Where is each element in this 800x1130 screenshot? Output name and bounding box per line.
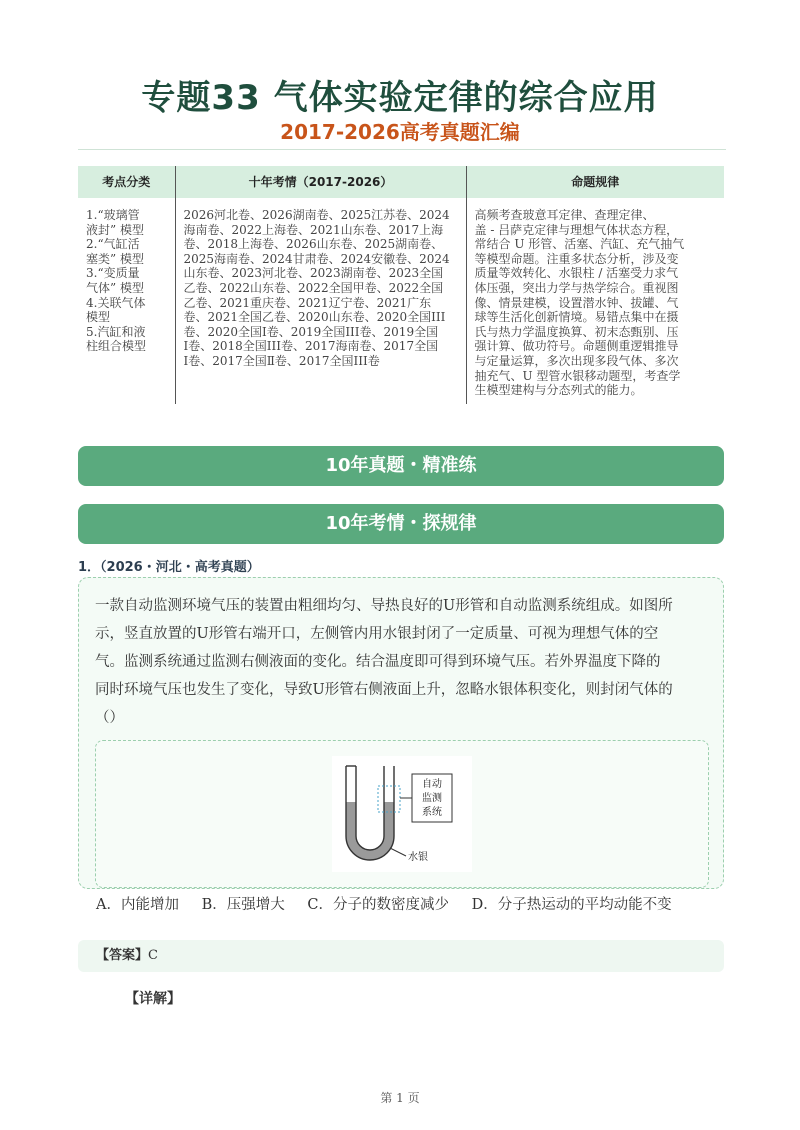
pattern-line: 等模型命题。注重多状态分析，涉及变 [474,251,679,266]
category-line: 模型 [86,310,111,325]
pattern-line: 常结合 U 形管、活塞、汽缸、充气抽气 [474,237,685,252]
pattern-cell [466,198,724,404]
category-line: 液封” 模型 [86,222,144,237]
monitor-label-line: 系统 [422,807,442,818]
page-title: 专题33 气体实验定律的综合应用 [141,78,659,118]
answer-options [96,893,690,914]
category-line: 塞类” 模型 [86,251,144,266]
option-b: B．压强增大 [201,897,285,913]
table-row [78,198,724,404]
table-header-category: 考点分类 [78,166,175,198]
pattern-line: 体压强，突出力学与热学综合。重视图 [474,280,679,295]
mercury-label: 水银 [408,852,428,863]
figure-container [95,740,709,888]
history-line: 卷、2018上海卷、2026山东卷、2025湖南卷、 [183,237,444,252]
history-line: 2025海南卷、2024甘肃卷、2024安徽卷、2024 [183,251,450,266]
monitor-label-line: 监测 [422,793,442,804]
question-line: 气。监测系统通过监测右侧液面的变化。结合温度即可得到环境气压。若外界温度下降的 [95,654,661,670]
category-line: 4.关联气体 [86,295,146,310]
history-cell [175,198,466,404]
question-stem [95,592,707,732]
page-subtitle: 2017-2026高考真题汇编 [280,120,520,144]
answer-value: C [148,948,158,963]
history-line: 乙卷、2022山东卷、2022全国甲卷、2022全国 [183,280,444,295]
u-tube-figure [332,756,472,872]
history-line: 卷、2021全国乙卷、2020山东卷、2020全国III [183,310,446,325]
category-line: 柱组合模型 [86,339,147,354]
page-number: 第 1 页 [380,1091,420,1105]
pattern-line: 强计算、做功符号。命题侧重逻辑推导 [474,339,679,354]
monitor-label-line: 自动 [422,779,442,790]
category-line: 5.汽缸和液 [86,324,146,339]
question-header: 1．（2026・河北・高考真题） [78,560,260,575]
option-a: A．内能增加 [96,897,179,913]
answer-label: 【答案】 [96,948,149,963]
table-header-pattern: 命题规律 [466,166,724,198]
history-line: 乙卷、2021重庆卷、2021辽宁卷、2021广东 [183,295,432,310]
u-tube-inner-wall [356,766,384,850]
question-line: （） [95,710,124,726]
mercury-pointer [390,848,406,856]
history-line: Ⅰ卷、2017全国Ⅱ卷、2017全国III卷 [183,353,380,368]
pattern-line: 抽充气、U 型管水银移动题型，考查学 [474,368,681,383]
question-line: 同时环境气压也发生了变化，导致U形管右侧液面上升，忽略水银体积变化，则封闭气体的 [95,682,673,698]
pattern-line: 氏与热力学温度换算、初末态甄别、压 [474,324,679,339]
history-line: 山东卷、2023河北卷、2023湖南卷、2023全国 [183,266,444,281]
category-line: 3.“变质量 [86,266,140,281]
pattern-line: 高频考查玻意耳定律、查理定律、 [474,208,655,222]
category-line: 气体” 模型 [86,280,144,295]
pattern-line: 与定量运算，多次出现多段气体、多次 [474,353,679,368]
pattern-line: 盖 - 吕萨克定律与理想气体状态方程， [474,222,679,237]
option-c: C．分子的数密度减少 [307,897,449,913]
mercury-fill [346,802,394,860]
question-line: 一款自动监测环境气压的装置由粗细均匀、导热良好的U形管和自动监测系统组成。如图所 [95,598,673,614]
history-line: 2026河北卷、2026湖南卷、2025江苏卷、2024 [183,208,450,222]
category-cell [78,198,175,404]
table-header-row [78,166,724,198]
history-line: 海南卷、2022上海卷、2021山东卷、2017上海 [183,222,444,237]
u-tube-diagram [332,756,472,872]
history-line: 卷、2020全国Ⅰ卷、2019全国III卷、2019全国 [183,324,439,339]
option-d: D．分子热运动的平均动能不变 [471,897,672,913]
pattern-line: 质量等效转化、水银柱 / 活塞受力求气 [474,266,679,281]
category-line: 1.“玻璃管 [86,208,140,222]
category-line: 2.“气缸活 [86,237,140,252]
answer-bar [78,940,724,972]
exam-info-table [78,166,724,404]
question-line: 示，竖直放置的U形管右端开口，左侧管内用水银封闭了一定质量、可视为理想气体的空 [95,626,659,642]
section-banner-patterns: 10年考情・探规律 [78,504,724,544]
history-line: Ⅰ卷、2018全国III卷、2017海南卷、2017全国 [183,339,439,354]
pattern-line: 像、情景建模，设置潜水钟、拔罐、气 [474,295,679,310]
detail-label: 【详解】 [125,991,181,1007]
table-header-history: 十年考情（2017-2026） [175,166,466,198]
pattern-line: 球等生活化创新情境。易错点集中在摄 [474,310,679,325]
pattern-line: 生模型建构与分态列式的能力。 [474,383,643,398]
title-divider [78,149,726,150]
question-box [78,577,724,889]
section-banner-practice: 10年真题・精准练 [78,446,724,486]
